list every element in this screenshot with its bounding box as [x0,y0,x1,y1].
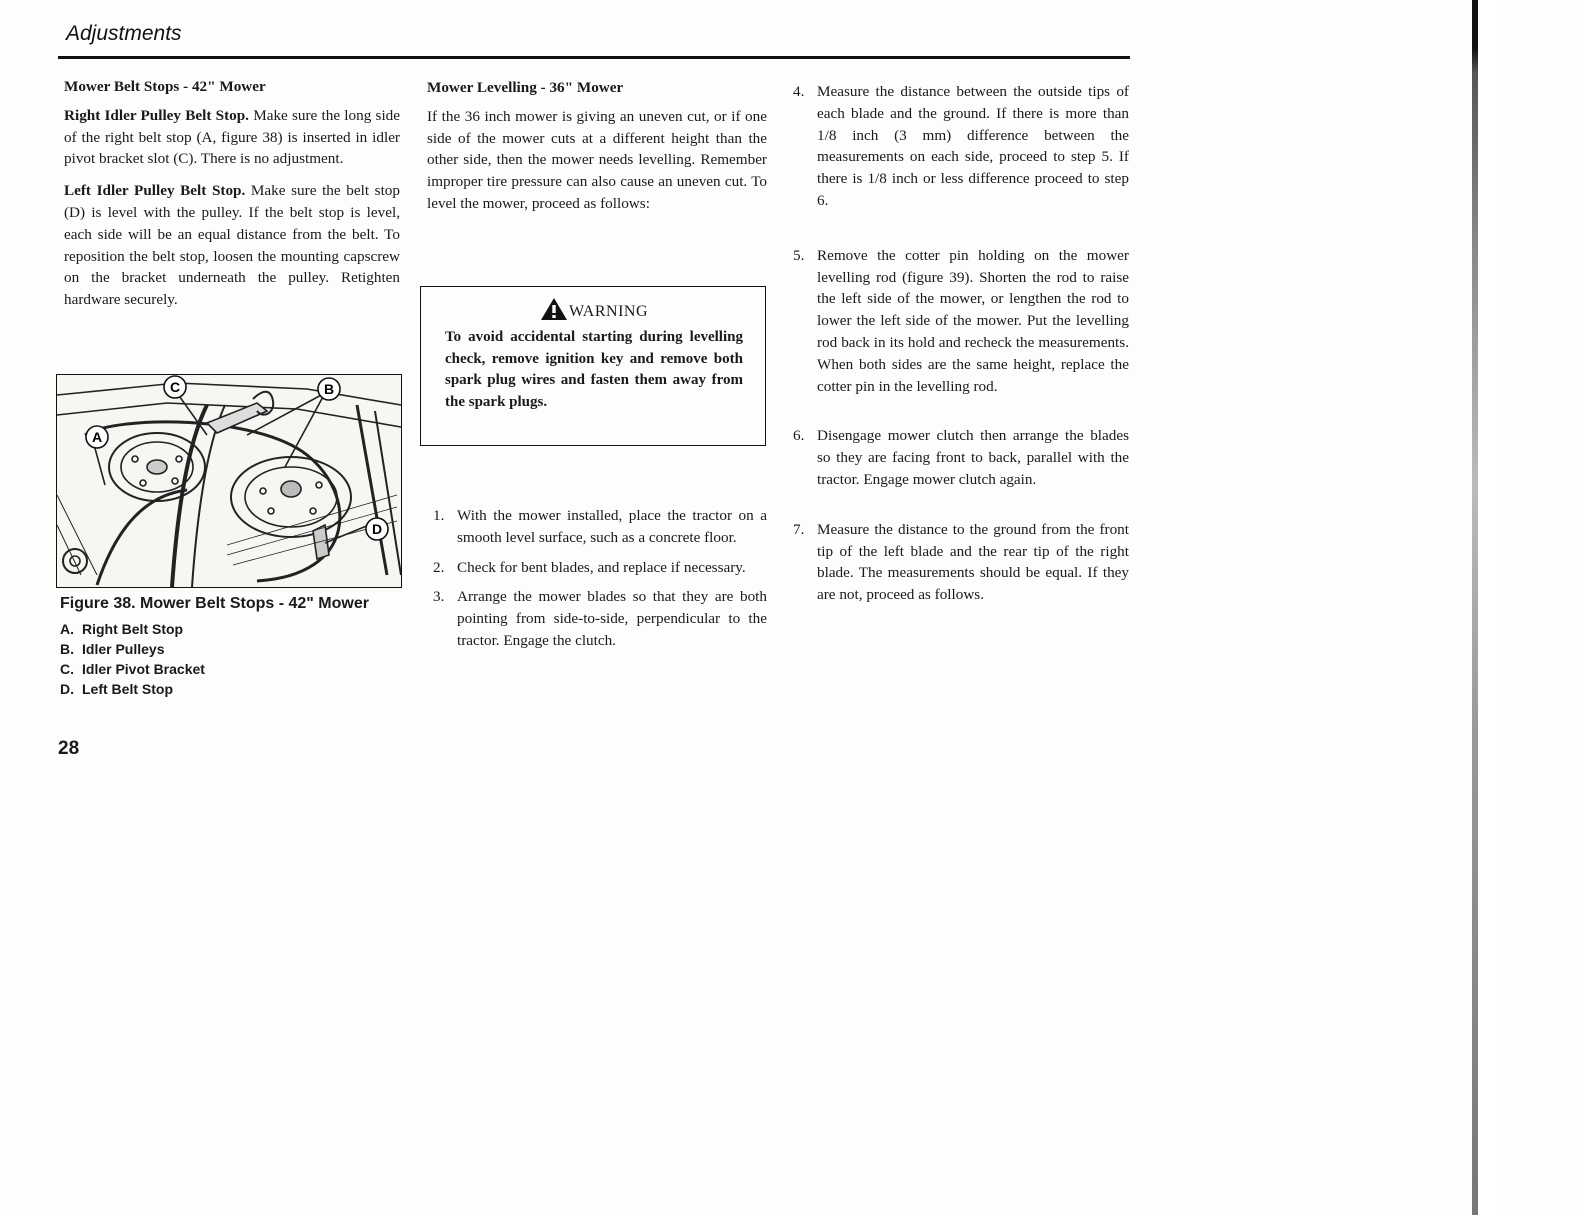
legend-item: C. Idler Pivot Bracket [60,661,205,677]
levelling-column [427,77,767,225]
left-belt-stop-text: Make sure the belt stop (D) is level with the pulley. If the belt stop is level, each side will be an equal distance from the belt. To reposition the belt stop, loosen the mounting capscrew on the bracket underneath the pulley. Retighten hardware securely. [64,182,400,309]
left-belt-stop-runin: Left Idler Pulley Belt Stop. [64,182,246,200]
belt-stops-column [64,76,400,321]
figure-caption-title: Figure 38. Mower Belt Stops - 42" Mower [60,595,369,612]
figure-38-illustration [56,374,402,588]
legend-item: B. Idler Pulleys [60,641,165,657]
header-rule [58,56,1130,59]
right-belt-stop-paragraph [64,105,400,170]
warning-header [445,297,743,321]
right-belt-stop-runin: Right Idler Pulley Belt Stop. [64,106,249,124]
list-item: 7. Measure the distance to the ground from the front tip of the left blade and the rear tip of the right blade. The measurements should be equal. If they are not, proceed as follows. [793,520,1129,604]
callout-d: D [371,521,383,537]
belt-stops-heading: Mower Belt Stops - 42" Mower [64,78,266,95]
levelling-heading: Mower Levelling - 36" Mower [427,79,624,96]
callout-b: B [323,381,335,397]
left-belt-stop-paragraph [64,180,400,311]
figure-legend [60,619,400,699]
page-number: 28 [58,738,80,759]
warning-box [420,286,766,446]
list-item: 3. Arrange the mower blades so that they are both pointing from side-to-side, perpendicular to the tractor. Engage the clutch. [433,588,767,649]
warning-label: WARNING [568,303,649,320]
list-item: 4. Measure the distance between the outside tips of each blade and the ground. If there is more than 1/8 inch (3 mm) difference between the measurements on each side, proceed to step 5. If there is 1/8 inch or less difference proceed to step 6. [793,83,1129,209]
warning-text: To avoid accidental starting during levelling check, remove ignition key and remove both spark plug wires and fasten them away from the spark plugs. [445,329,743,410]
section-header: Adjustments [66,22,182,45]
steps-list-right [793,81,1129,606]
list-item: 6. Disengage mower clutch then arrange the blades so they are facing front to back, parallel with the tractor. Engage mower clutch again. [793,427,1129,488]
figure-38-caption [60,594,400,699]
list-item: 5. Remove the cotter pin holding on the mower levelling rod (figure 39). Shorten the rod to raise the left side of the mower, or lengthen the rod to lower the left side of the mower. Put the levelling rod back in its hold and recheck the measurements. When both sides are the same height, replace the cotter pin in the levelling rod. [793,246,1129,395]
legend-item: D. Left Belt Stop [60,681,173,697]
steps-list-left [433,505,767,660]
warning-triangle-icon [540,297,568,321]
right-belt-stop-text: Make sure the long side of the right belt stop (A, figure 38) is inserted in idler pivot bracket slot (C). There is no adjustment. [64,106,400,168]
scan-margin [1478,0,1498,1215]
callout-c: C [169,379,181,395]
levelling-intro: If the 36 inch mower is giving an uneven cut, or if one side of the mower cuts at a different height than the other side, then the mower needs levelling. Remember improper tire pressure can also cause an uneven cut. To level the mower, proceed as follows: [427,107,767,212]
callout-a: A [91,429,103,445]
list-item: 2. Check for bent blades, and replace if necessary. [433,558,746,576]
list-item: 1. With the mower installed, place the tractor on a smooth level surface, such as a concrete floor. [433,507,767,546]
mower-belt-drawing [57,375,401,587]
legend-item: A. Right Belt Stop [60,621,184,637]
